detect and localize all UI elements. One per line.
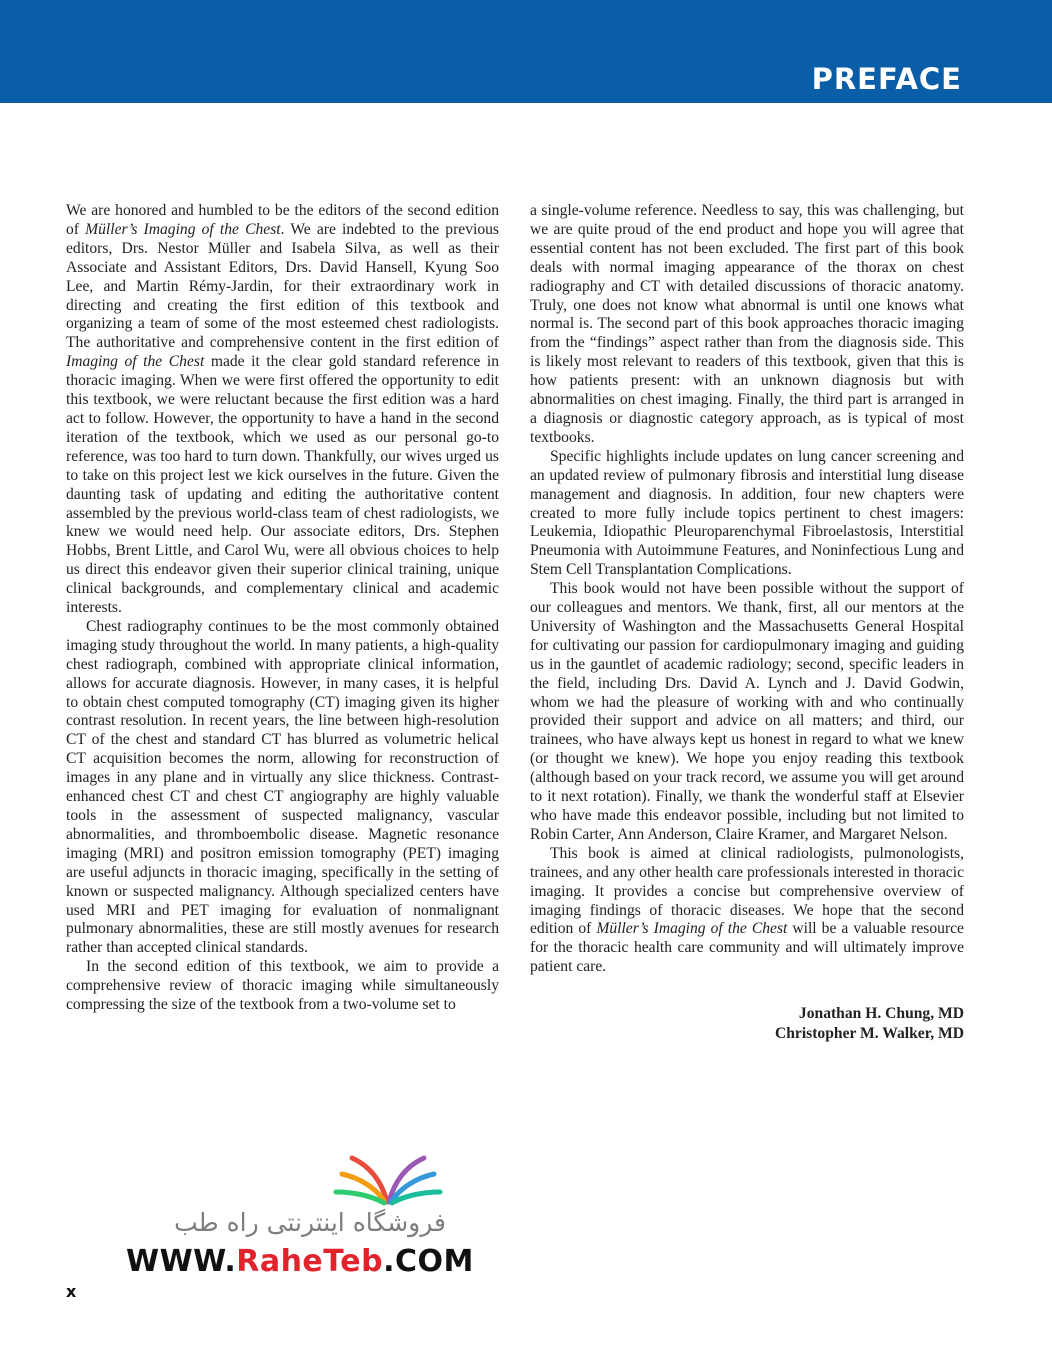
- author-signature: Christopher M. Walker, MD: [774, 1025, 964, 1043]
- store-url: WWW.RaheTeb.COM: [126, 1244, 474, 1279]
- paragraph: In the second edition of this textbook, we aim to provide a comprehensive review of thoracic imaging while simultaneously compressing the size of the textbook from a two-volume set to: [66, 958, 499, 1014]
- header-band: [0, 0, 1052, 103]
- paragraph: We are honored and humbled to be the editors of the second edition of Müller’s Imaging of the Chest. We are indebted to the previous editors, Drs. Nestor Müller and Isabela Silva, as well as their Associate and Assistant Editors, Drs. David Hansell, Kyung Soo Lee, and Martin Rémy-Jardin, for their extraordinary work in directing and creating the first edition of this textbook and organizing a team of some of the most esteemed chest radiologists. The authoritative and comprehensive content in the first edition of Imaging of the Chest made it the clear gold standard reference in thoracic imaging. When we were first offered the opportunity to edit this textbook, we were reluctant because the first edition was a hard act to follow. However, the opportunity to have a hand in the second iteration of the textbook, which we used as our personal go-to reference, was too hard to turn down. Thankfully, our wives urged us to take on this project lest we kick ourselves in the future. Given the daunting task of updating and editing the authoritative content assembled by the previous world-class team of chest radiologists, we knew we would need help. Our associate editors, Drs. Stephen Hobbs, Brent Little, and Carol Wu, were all obvious choices to help us direct this endeavor given their superior clinical training, unique clinical backgrounds, and complementary clinical and academic interests.: [66, 202, 499, 617]
- open-book-logo-icon: [330, 1150, 445, 1210]
- paragraph: This book is aimed at clinical radiologists, pulmonologists, trainees, and any other health care professionals interested in thoracic imaging. It provides a concise but comprehensive overview of imaging findings of thoracic diseases. We hope that the second edition of Müller’s Imaging of the Chest will be a valuable resource for the thoracic health care community and will ultimately improve patient care.: [530, 844, 964, 976]
- paragraph: Specific highlights include updates on lung cancer screening and an updated review of pulmonary fibrosis and interstitial lung disease management and diagnosis. In addition, four new chapters were created to more fully include topics pertinent to chest imagers: Leukemia, Idiopathic Pleuroparenchymal Fibroelastosis, Interstitial Pneumonia with Autoimmune Features, and Noninfectious Lung and Stem Cell Transplantation Complications.: [530, 447, 964, 579]
- paragraph: This book would not have been possible without the support of our colleagues and mentors. We thank, first, all our mentors at the University of Washington and the Massachusetts General Hospital for cultivating our passion for cardiopulmonary imaging and guiding us in the gauntlet of academic radiology; second, specific leaders in the field, including Drs. David A. Lynch and J. David Godwin, whom we had the pleasure of working with and who continually provided their support and advice on all matters; and third, our trainees, who have always kept us honest in regard to what we knew (or thought we knew). We hope you enjoy reading this textbook (although based on your track record, we assume you will get around to it next rotation). Finally, we thank the wonderful staff at Elsevier who have made this endeavor possible, including but not limited to Robin Carter, Ann Anderson, Claire Kramer, and Margaret Nelson.: [530, 580, 964, 843]
- page-title: PREFACE: [811, 62, 962, 96]
- signatures: [530, 1004, 964, 1044]
- book-title: Müller’s Imaging of the Chest: [596, 920, 788, 938]
- left-column: [66, 202, 499, 1015]
- paragraph: a single-volume reference. Needless to say, this was challenging, but we are quite proud of the end product and hope you will agree that essential content has not been excluded. The first part of this book deals with normal imaging appearance of the thorax on chest radiography and CT with detailed discussions of thoracic anatomy. Truly, one does not know what abnormal is until one knows what normal is. The second part of this book approaches thoracic imaging from the “findings” aspect rather than from the diagnosis side. This is likely most relevant to readers of this textbook, given that this is how patients present: with an unknown diagnosis but with abnormalities on chest imaging. Finally, the third part is arranged in a diagnosis or diagnostic category approach, as is typical of most textbooks.: [530, 202, 964, 446]
- page-number: x: [66, 1282, 77, 1301]
- book-title: Imaging of the Chest: [66, 353, 205, 371]
- paragraph: Chest radiography continues to be the most commonly obtained imaging study throughout the world. In many patients, a high-quality chest radiograph, combined with appropriate clinical information, allows for accurate diagnosis. However, in many cases, it is helpful to obtain chest computed tomography (CT) imaging given its higher contrast resolution. In recent years, the line between high-resolution CT of the chest and standard CT has blurred as volumetric helical CT acquisition becomes the norm, allowing for reconstruction of images in any plane and in virtually any slice thickness. Contrast-enhanced chest CT and chest CT angiography are highly valuable tools in the assessment of suspected malignancy, vascular abnormalities, and thromboembolic disease. Magnetic resonance imaging (MRI) and positron emission tomography (PET) imaging are useful adjuncts in thoracic imaging, specifically in the setting of known or suspected malignancy. Although specialized centers have used MRI and PET imaging for evaluation of nonmalignant pulmonary abnormalities, these are still mostly avenues for research rather than accepted clinical standards.: [66, 617, 499, 957]
- store-name: فروشگاه اینترنتی راه طب: [174, 1208, 446, 1237]
- author-signature: Jonathan H. Chung, MD: [798, 1005, 964, 1023]
- book-title: Müller’s Imaging of the Chest: [85, 220, 281, 238]
- right-column: [530, 202, 964, 1044]
